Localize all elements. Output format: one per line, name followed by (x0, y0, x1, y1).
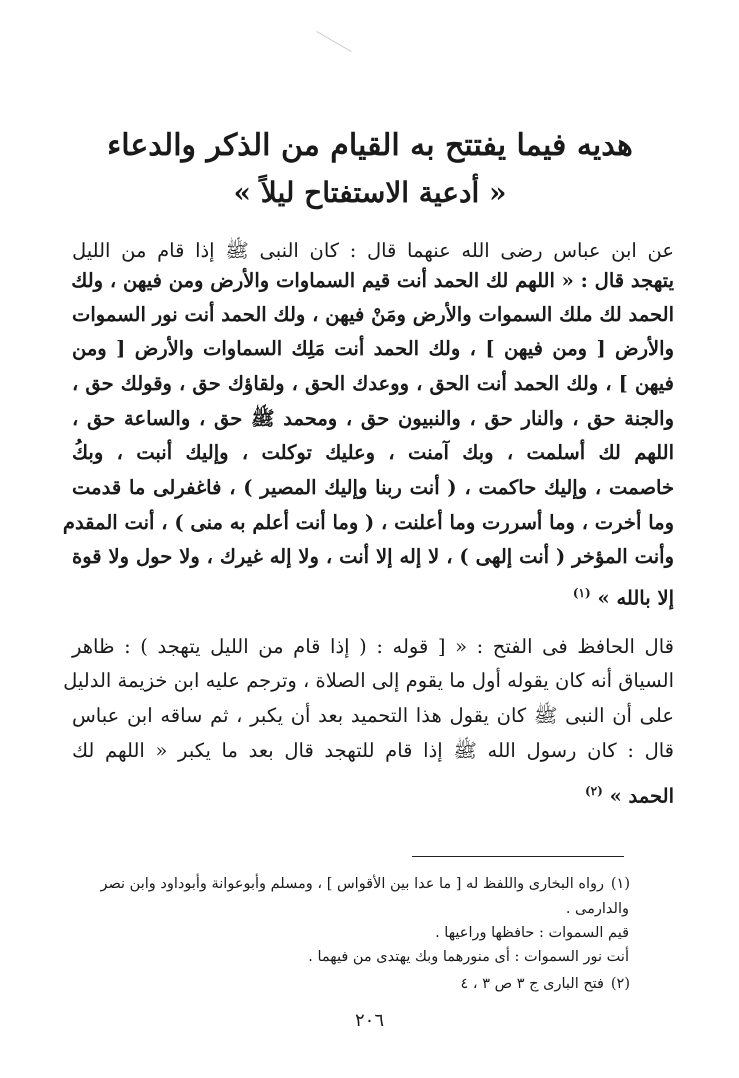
body-line: السياق أنه كان يقوله أول ما يقوم إلى الصلاة ، وترجم عليه ابن خزيمة الدليل (63, 669, 674, 692)
body-line: وأنت المؤخر ( أنت إلهى ) ، لا إله إلا أنت ، ولا إله غيرك ، ولا حول ولا قوة (72, 545, 674, 568)
footnote-text: قيم السموات : حافظها وراعيها . (435, 925, 629, 941)
footnote-divider (412, 856, 624, 857)
footnote-number: (١) (610, 876, 630, 892)
footnote (70, 872, 630, 896)
footnote-text: رواه البخارى واللفظ له [ ما عدا بين الأقواس ] ، ومسلم وأبوعوانة وأبوداود وابن نصر (100, 876, 604, 892)
body-line: قال الحافظ فى الفتح : « [ قوله : ( إذا قام من الليل يتهجد ) : ظاهر (72, 635, 674, 658)
body-line-last (72, 578, 674, 614)
footnote-ref: (١) (572, 586, 591, 600)
page-number: ٢٠٦ (354, 1010, 384, 1031)
body-line: يتهجد قال : « اللهم لك الحمد أنت قيم السماوات والأرض ومن فيهن ، ولك (71, 269, 674, 292)
body-line: والجنة حق ، والنار حق ، والنبيون حق ، ومحمد ﷺ حق ، والساعة حق ، (72, 407, 674, 430)
body-line-last (72, 776, 674, 812)
paper-mark (308, 31, 351, 66)
body-line: فيهن ] ، ولك الحمد أنت الحق ، ووعدك الحق ، ولقاؤك حق ، وقولك حق ، (72, 372, 674, 395)
body-line-text: الحمد » (609, 784, 674, 808)
footnote (70, 972, 630, 996)
footnote (69, 945, 629, 969)
body-line: قال : كان رسول الله ﷺ إذا قام للتهجد قال بعد ما يكبر « اللهم لك (72, 739, 674, 762)
body-line: على أن النبى ﷺ كان يقول هذا التحميد بعد أن يكبر ، ثم ساقه ابن عباس (72, 704, 674, 727)
footnote-ref: (٢) (584, 784, 603, 798)
footnote (69, 897, 629, 921)
footnote-text: والدارمى . (565, 901, 629, 917)
chapter-subtitle: « أدعية الاستفتاح ليلاً » (233, 176, 507, 209)
footnote-text: فتح البارى ج ٣ ص ٣ ، ٤ (460, 976, 604, 992)
footnote-number: (٢) (610, 976, 630, 992)
body-line: الحمد لك ملك السموات والأرض ومَنْ فيهن ، ولك الحمد أنت نور السموات (72, 303, 674, 326)
body-line: عن ابن عباس رضى الله عنهما قال : كان النبى ﷺ إذا قام من الليل (72, 239, 674, 262)
body-line: اللهم لك أسلمت ، وبك آمنت ، وعليك توكلت ، وإليك أنبت ، وبكُ (72, 441, 674, 464)
body-line: وما أخرت ، وما أسررت وما أعلنت ، ( وما أنت أعلم به منى ) ، أنت المقدم (62, 511, 674, 534)
body-line-text: إلا بالله » (597, 586, 674, 610)
body-line: والأرض [ ومن فيهن ] ، ولك الحمد أنت مَلِك السماوات والأرض [ ومن (72, 337, 674, 360)
footnote (69, 921, 629, 945)
body-line: خاصمت ، وإليك حاكمت ، ( أنت ربنا وإليك المصير ) ، فاغفرلى ما قدمت (72, 476, 674, 499)
footnote-text: أنت نور السموات : أى منورهما وبك يهتدى من فيهما . (308, 949, 629, 965)
chapter-title: هديه فيما يفتتح به القيام من الذكر والدعاء (107, 128, 633, 163)
